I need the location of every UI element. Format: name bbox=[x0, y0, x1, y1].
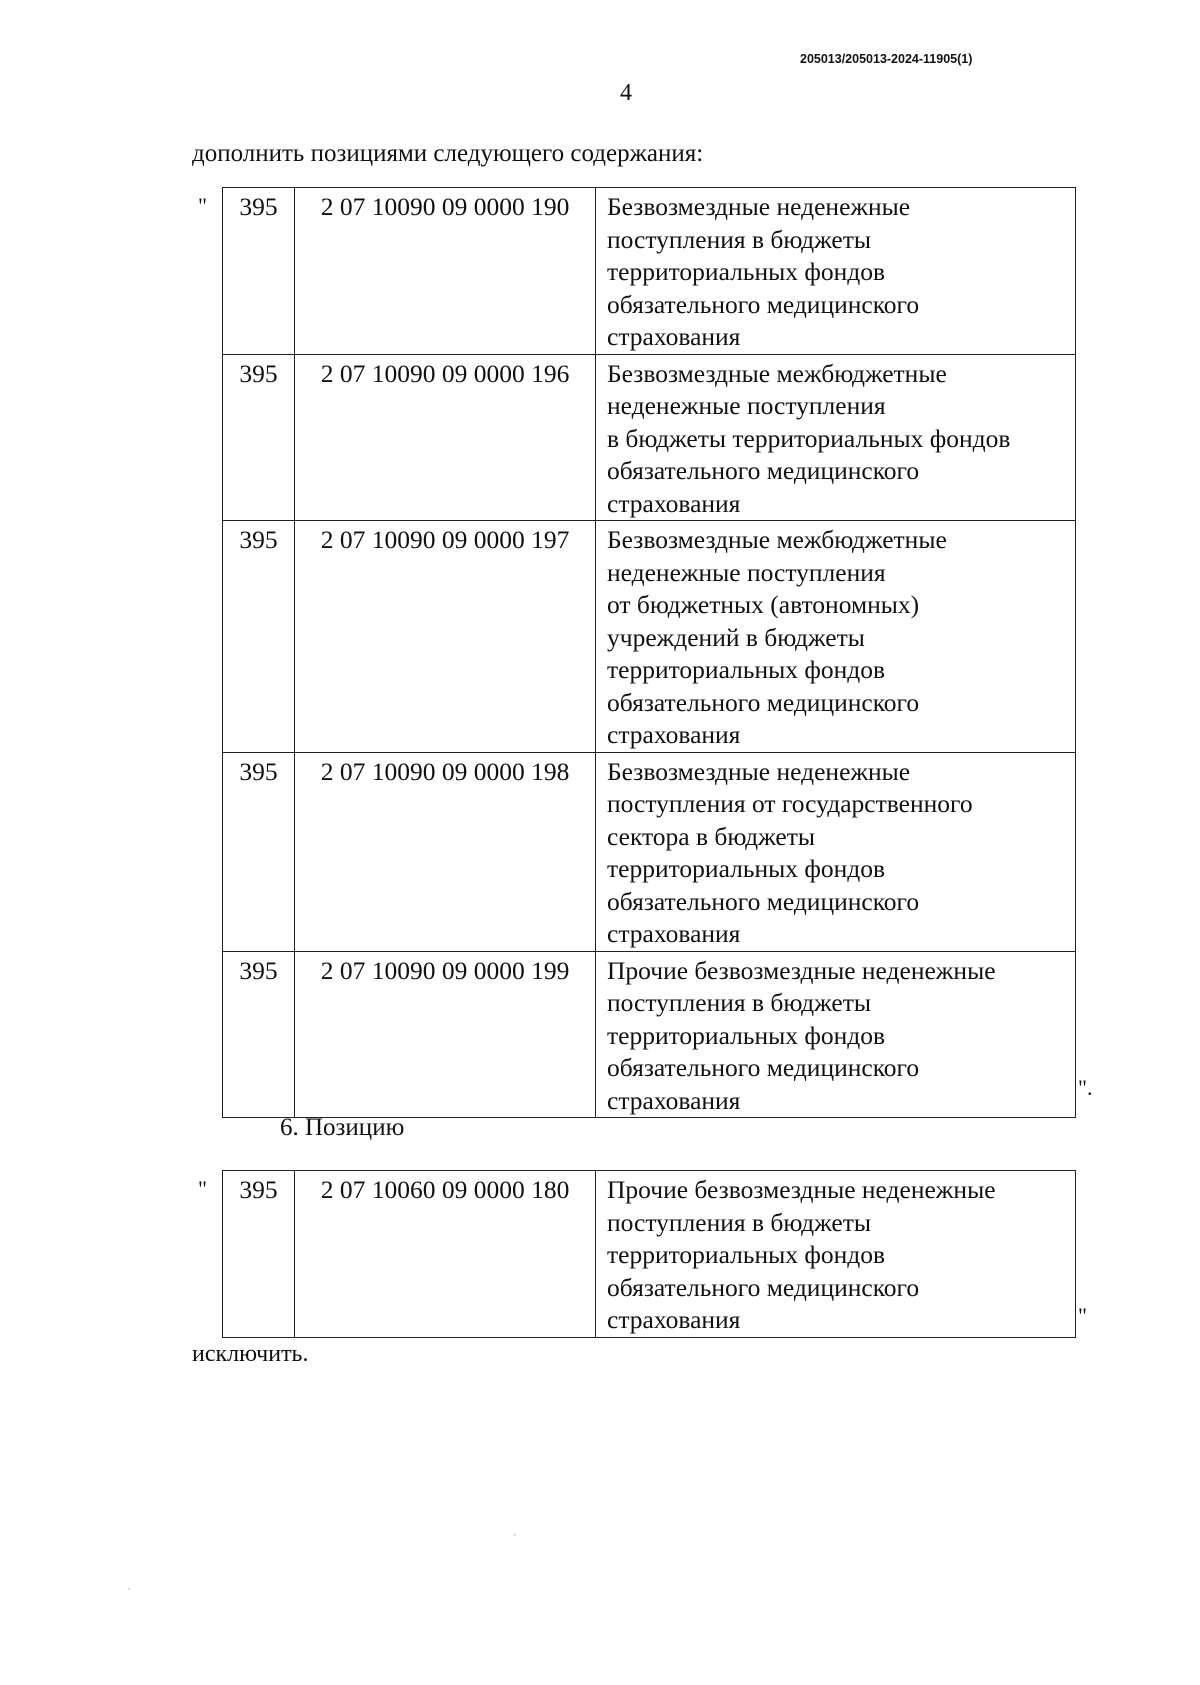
kbk-code-cell: 2 07 10090 09 0000 199 bbox=[295, 951, 596, 1118]
intro-text: дополнить позициями следующего содержания: bbox=[192, 140, 704, 167]
kbk-code-cell: 2 07 10090 09 0000 198 bbox=[295, 752, 596, 951]
table-row bbox=[223, 521, 1076, 753]
revenue-name-cell: Прочие безвозмездные неденежные поступления в бюджеты территориальных фондов обязательного медицинского страхования bbox=[596, 951, 1076, 1118]
table-open-quote: " bbox=[198, 1176, 207, 1201]
admin-code-cell: 395 bbox=[223, 951, 295, 1118]
section-6-heading: 6. Позицию bbox=[280, 1114, 405, 1141]
admin-code-cell: 395 bbox=[223, 188, 295, 355]
revenue-name-cell: Прочие безвозмездные неденежные поступления в бюджеты территориальных фондов обязательного медицинского страхования bbox=[596, 1171, 1076, 1338]
table-row bbox=[223, 951, 1076, 1118]
revenue-name-cell: Безвозмездные межбюджетные неденежные поступления в бюджеты территориальных фондов обязательного медицинского страхования bbox=[596, 354, 1076, 521]
admin-code-cell: 395 bbox=[223, 354, 295, 521]
admin-code-cell: 395 bbox=[223, 752, 295, 951]
revenue-name-cell: Безвозмездные межбюджетные неденежные поступления от бюджетных (автономных) учреждений в бюджеты территориальных фондов обязательного медицинского страхования bbox=[596, 521, 1076, 753]
table-close-quote: " bbox=[1078, 1303, 1087, 1328]
outro-text: исключить. bbox=[192, 1341, 309, 1367]
table-close-quote: ". bbox=[1078, 1075, 1093, 1100]
revenue-name-cell: Безвозмездные неденежные поступления в бюджеты территориальных фондов обязательного медицинского страхования bbox=[596, 188, 1076, 355]
page-number: 4 bbox=[620, 80, 632, 106]
admin-code-cell: 395 bbox=[223, 1171, 295, 1338]
kbk-code-cell: 2 07 10090 09 0000 190 bbox=[295, 188, 596, 355]
positions-add-table bbox=[222, 187, 1076, 1118]
document-id: 205013/205013-2024-11905(1) bbox=[800, 52, 973, 66]
revenue-name-cell: Безвозмездные неденежные поступления от государственного сектора в бюджеты территориальных фондов обязательного медицинского страхования bbox=[596, 752, 1076, 951]
table-row bbox=[223, 354, 1076, 521]
positions-remove-table bbox=[222, 1170, 1076, 1338]
scan-speck bbox=[128, 1588, 130, 1590]
table-row bbox=[223, 188, 1076, 355]
admin-code-cell: 395 bbox=[223, 521, 295, 753]
kbk-code-cell: 2 07 10090 09 0000 197 bbox=[295, 521, 596, 753]
kbk-code-cell: 2 07 10060 09 0000 180 bbox=[295, 1171, 596, 1338]
table-row bbox=[223, 752, 1076, 951]
scan-speck bbox=[514, 1534, 516, 1536]
table-open-quote: " bbox=[198, 193, 207, 218]
kbk-code-cell: 2 07 10090 09 0000 196 bbox=[295, 354, 596, 521]
table-row bbox=[223, 1171, 1076, 1338]
